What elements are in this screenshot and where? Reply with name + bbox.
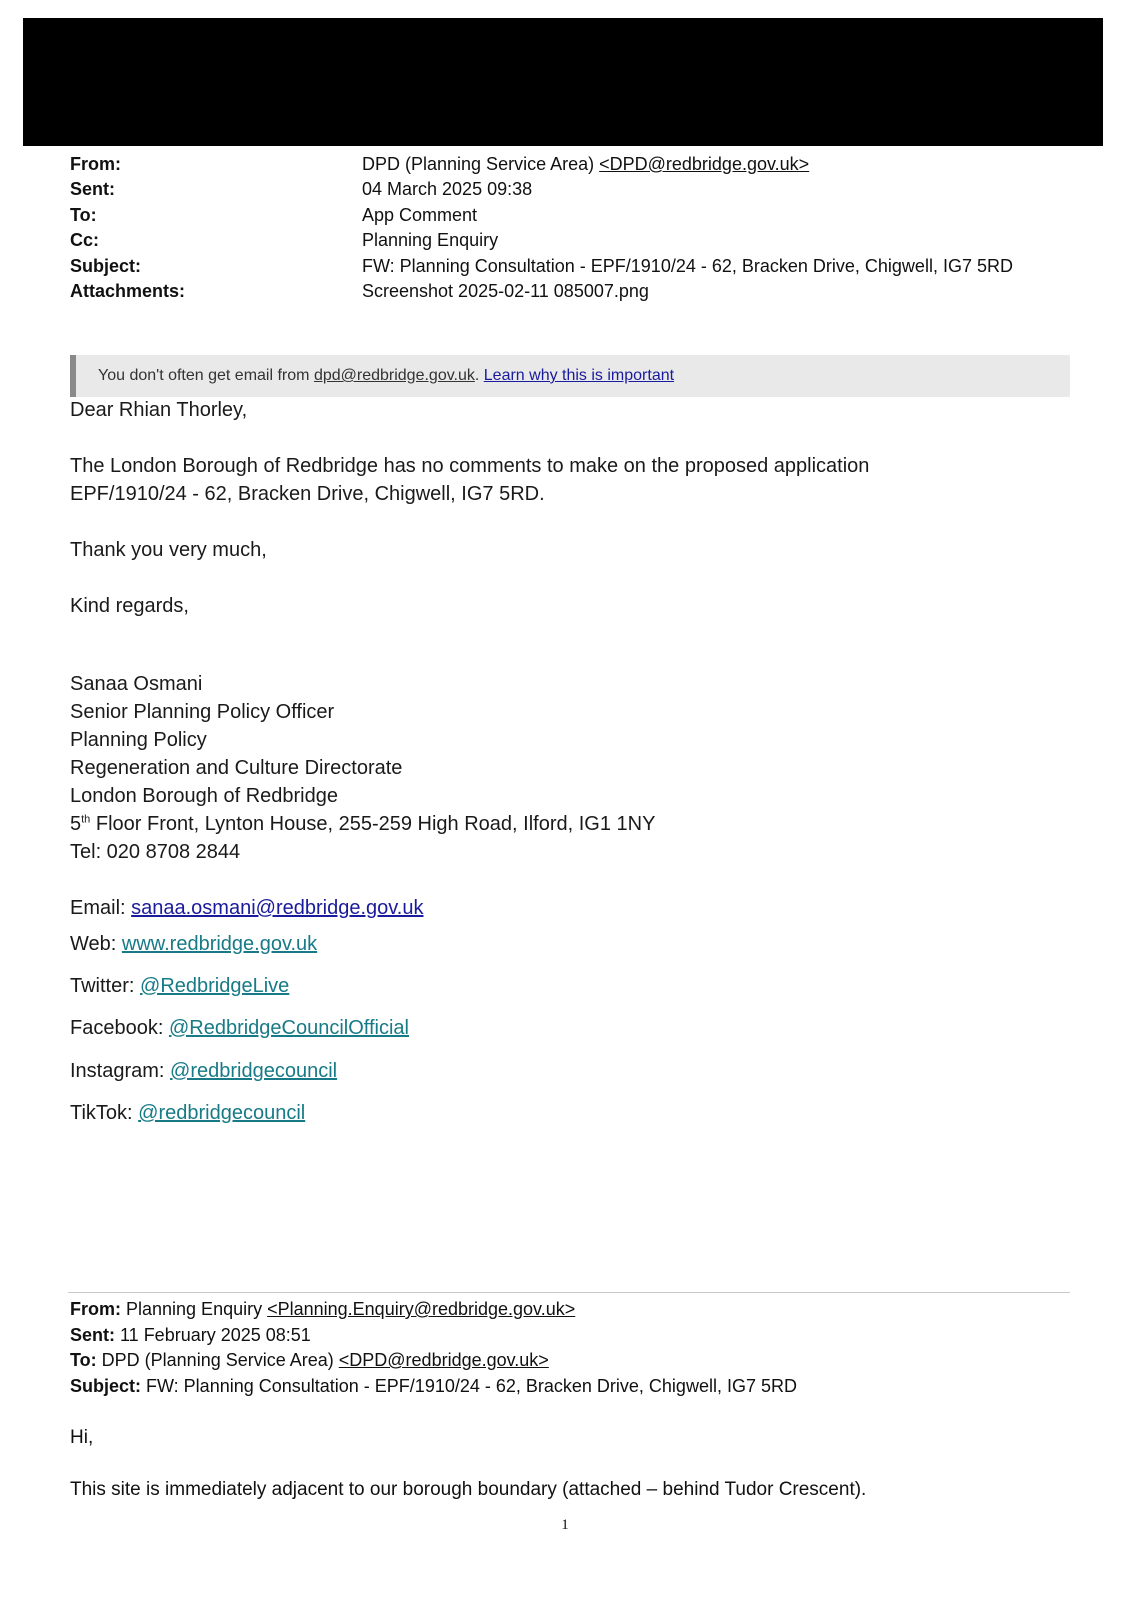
twitter-link[interactable]: @RedbridgeLive [140,975,290,997]
attachment-file[interactable]: Screenshot 2025-02-11 085007.png [362,281,649,302]
signature-org: London Borough of Redbridge [70,785,338,807]
fw-to-row: To: DPD (Planning Service Area) <DPD@redbridge.gov.uk> [70,1350,549,1370]
header-from-row [70,152,1070,177]
from-value: DPD (Planning Service Area) [362,154,600,174]
sent-value: 04 March 2025 09:38 [362,179,533,200]
instagram-row: Instagram: @redbridgecouncil [70,1060,338,1082]
external-sender-banner [70,355,1070,397]
banner-period: . [474,367,484,384]
tiktok-link[interactable]: @redbridgecouncil [138,1102,306,1124]
fw-to-email-link[interactable]: <DPD@redbridge.gov.uk> [338,1350,549,1370]
signature-directorate: Regeneration and Culture Directorate [70,757,403,779]
email-header [70,152,1070,304]
signature-email-link[interactable]: sanaa.osmani@redbridge.gov.uk [131,897,424,919]
forward-divider [68,1292,1070,1293]
fw-subject-row: Subject: FW: Planning Consultation - EPF/1910/24 - 62, Bracken Drive, Chigwell, IG7 5RD [70,1375,797,1396]
greeting: Dear Rhian Thorley, [70,399,248,421]
header-attachments-row [70,279,1070,304]
learn-why-link[interactable]: Learn why this is important [483,367,675,384]
from-email-link[interactable]: <DPD@redbridge.gov.uk> [599,154,810,174]
signature-email-row: Email: sanaa.osmani@redbridge.gov.uk [70,897,424,919]
cc-value: Planning Enquiry [362,230,499,251]
facebook-row: Facebook: @RedbridgeCouncilOfficial [70,1017,410,1039]
body-paragraph-line-2: EPF/1910/24 - 62, Bracken Drive, Chigwell, IG7 5RD. [70,483,545,505]
subject-value: FW: Planning Consultation - EPF/1910/24 - 62, Bracken Drive, Chigwell, IG7 5RD [362,255,1013,276]
signature-title: Senior Planning Policy Officer [70,701,335,723]
header-sent-row [70,177,1070,202]
facebook-link[interactable]: @RedbridgeCouncilOfficial [168,1017,410,1039]
sent-label: Sent: [70,179,115,200]
banner-sender: dpd@redbridge.gov.uk [313,367,475,384]
from-label: From: [70,154,121,174]
fw-from-email-link[interactable]: <Planning.Enquiry@redbridge.gov.uk> [267,1299,576,1319]
cc-label: Cc: [70,230,100,251]
header-to-row [70,203,1070,228]
signature-name: Sanaa Osmani [70,673,203,695]
subject-label: Subject: [70,255,142,276]
header-cc-row [70,228,1070,253]
fw-greeting: Hi, [70,1427,94,1448]
fw-body-text: This site is immediately adjacent to our borough boundary (attached – behind Tudor Crescent). [70,1479,867,1500]
instagram-link[interactable]: @redbridgecouncil [170,1060,338,1082]
twitter-row: Twitter: @RedbridgeLive [70,975,290,997]
signature-tel: Tel: 020 8708 2844 [70,841,241,863]
web-link[interactable]: www.redbridge.gov.uk [121,933,318,955]
signature-team: Planning Policy [70,729,207,751]
attachments-label: Attachments: [70,281,186,302]
fw-from-row: From: Planning Enquiry <Planning.Enquiry@redbridge.gov.uk> [70,1299,576,1319]
signature-address: 5th Floor Front, Lynton House, 255-259 High Road, Ilford, IG1 1NY [70,813,656,835]
email-body [70,396,1070,922]
tiktok-row: TikTok: @redbridgecouncil [70,1102,306,1124]
body-paragraph-line-1: The London Borough of Redbridge has no comments to make on the proposed application [70,455,870,477]
page-number: 1 [561,1517,569,1533]
banner-text: You don't often get email from [98,367,314,384]
thanks: Thank you very much, [70,539,267,561]
fw-sent-row: Sent: 11 February 2025 08:51 [70,1324,311,1345]
forwarded-header [70,1297,1070,1399]
to-label: To: [70,204,97,225]
redaction-block [23,18,1103,146]
header-subject-row [70,254,1070,279]
web-row: Web: www.redbridge.gov.uk [70,933,318,955]
to-value: App Comment [362,204,478,225]
sign-off: Kind regards, [70,595,189,617]
